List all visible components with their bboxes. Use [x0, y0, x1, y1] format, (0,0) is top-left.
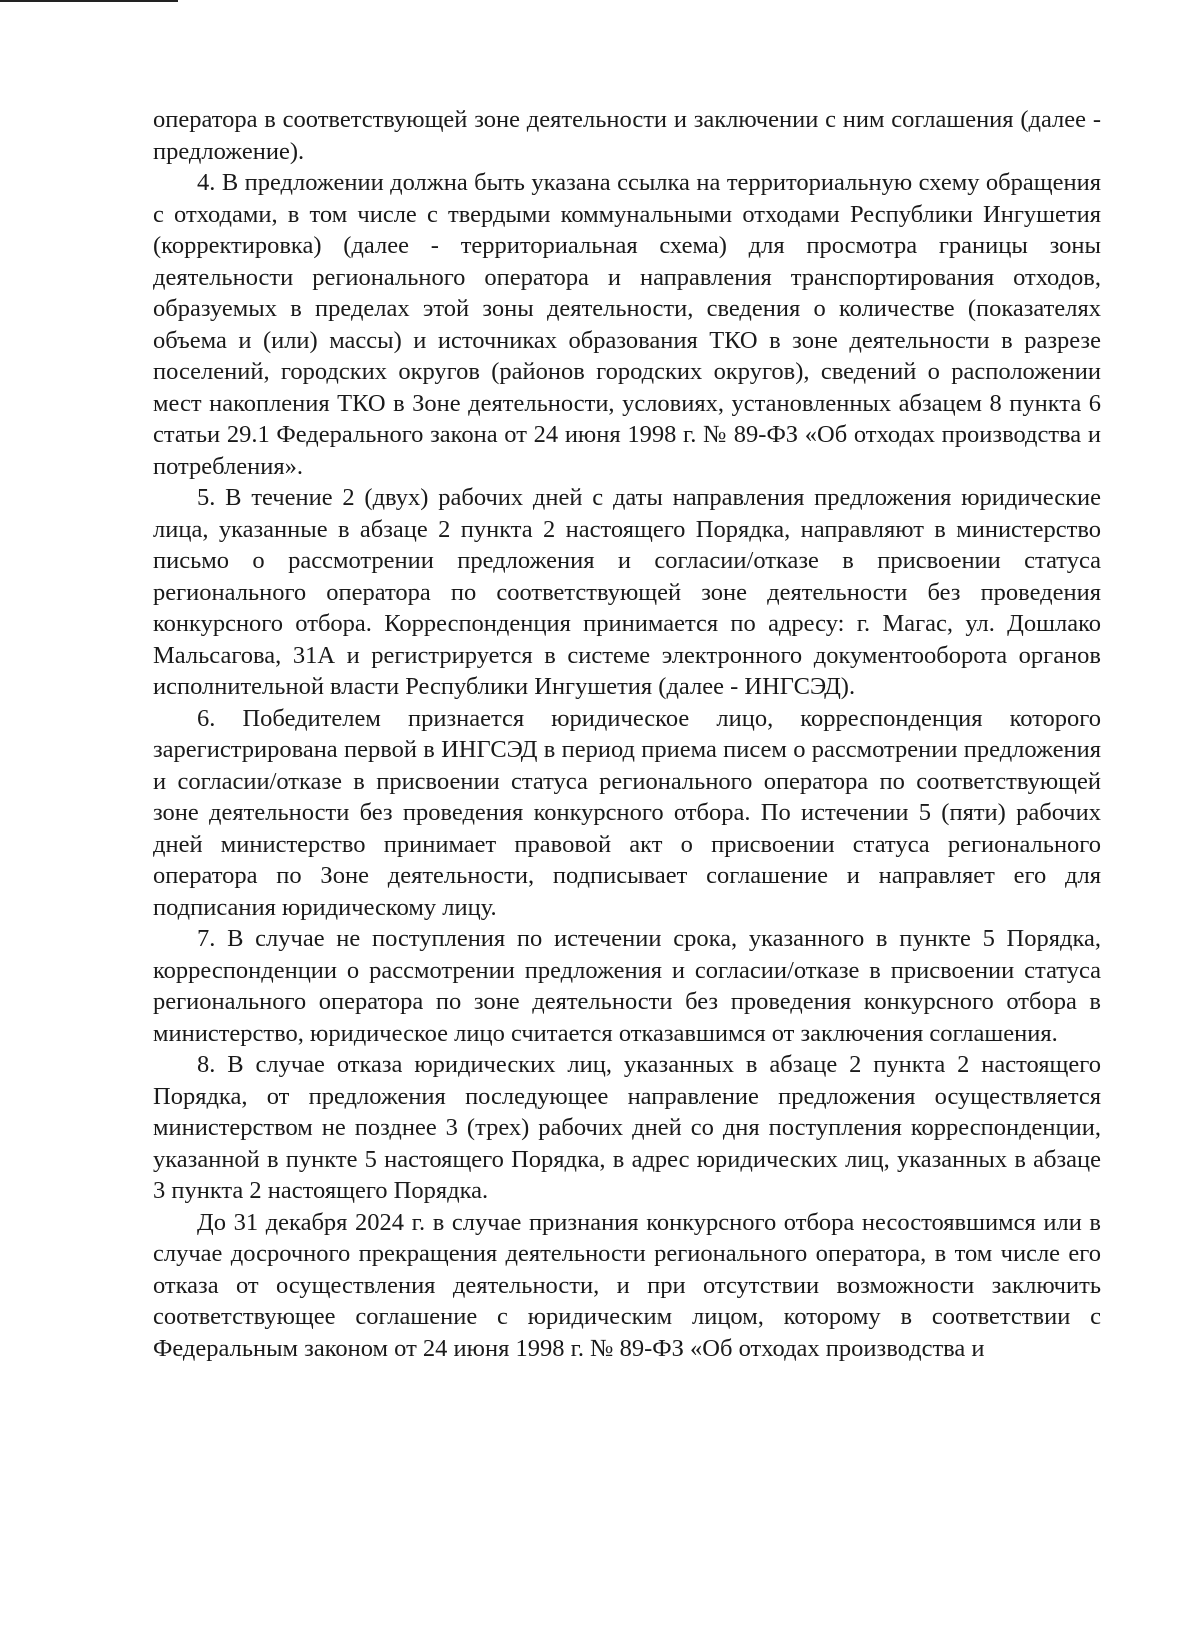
paragraph-item-4: 4. В предложении должна быть указана ссылка на территориальную схему обращения с отходами, в том числе с твердыми коммунальными отходами Республики Ингушетия (корректировка) (далее - территориальная схема) для просмотра границы зоны деятельности регионального оператора и направления транспортирования отходов, образуемых в пределах этой зоны деятельности, сведения о количестве (показателях объема и (или) массы) и источниках образования ТКО в зоне деятельности в разрезе поселений, городских округов (районов городских округов), сведений о расположении мест накопления ТКО в Зоне деятельности, условиях, установленных абзацем 8 пункта 6 статьи 29.1 Федерального закона от 24 июня 1998 г. № 89-ФЗ «Об отходах производства и потребления».: [153, 169, 1101, 480]
paragraph-deadline-2024: До 31 декабря 2024 г. в случае признания конкурсного отбора несостоявшимся или в случае досрочного прекращения деятельности регионального оператора, в том числе его отказа от осуществления деятельности, и при отсутствии возможности заключить соответствующее соглашение с юридическим лицом, которому в соответствии с Федеральным законом от 24 июня 1998 г. № 89-ФЗ «Об отходах производства и: [153, 1208, 1101, 1362]
document-page: [153, 104, 1101, 1364]
paragraph-item-7: 7. В случае не поступления по истечении срока, указанного в пункте 5 Порядка, корреспонденции о рассмотрении предложения и согласии/отказе в присвоении статуса регионального оператора по зоне деятельности без проведения конкурсного отбора в министерство, юридическое лицо считается отказавшимся от заключения соглашения.: [153, 925, 1101, 1047]
paragraph-continuation: оператора в соответствующей зоне деятельности и заключении с ним соглашения (далее - предложение).: [153, 106, 1101, 165]
paragraph-item-6: 6. Победителем признается юридическое лицо, корреспонденция которого зарегистрирована первой в ИНГСЭД в период приема писем о рассмотрении предложения и согласии/отказе в присвоении статуса регионального оператора по соответствующей зоне деятельности без проведения конкурсного отбора. По истечении 5 (пяти) рабочих дней министерство принимает правовой акт о присвоении статуса регионального оператора по Зоне деятельности, подписывает соглашение и направляет его для подписания юридическому лицу.: [153, 704, 1101, 921]
paragraph-item-8: 8. В случае отказа юридических лиц, указанных в абзаце 2 пункта 2 настоящего Порядка, от предложения последующее направление предложения осуществляется министерством не позднее 3 (трех) рабочих дней со дня поступления корреспонденции, указанной в пункте 5 настоящего Порядка, в адрес юридических лиц, указанных в абзаце 3 пункта 2 настоящего Порядка.: [153, 1051, 1101, 1204]
scan-edge-mark: [0, 0, 178, 2]
paragraph-item-5: 5. В течение 2 (двух) рабочих дней с даты направления предложения юридические лица, указанные в абзаце 2 пункта 2 настоящего Порядка, направляют в министерство письмо о рассмотрении предложения и согласии/отказе в присвоении статуса регионального оператора по соответствующей зоне деятельности без проведения конкурсного отбора. Корреспонденция принимается по адресу: г. Магас, ул. Дошлако Мальсагова, 31А и регистрируется в системе электронного документооборота органов исполнительной власти Республики Ингушетия (далее - ИНГСЭД).: [153, 484, 1101, 700]
